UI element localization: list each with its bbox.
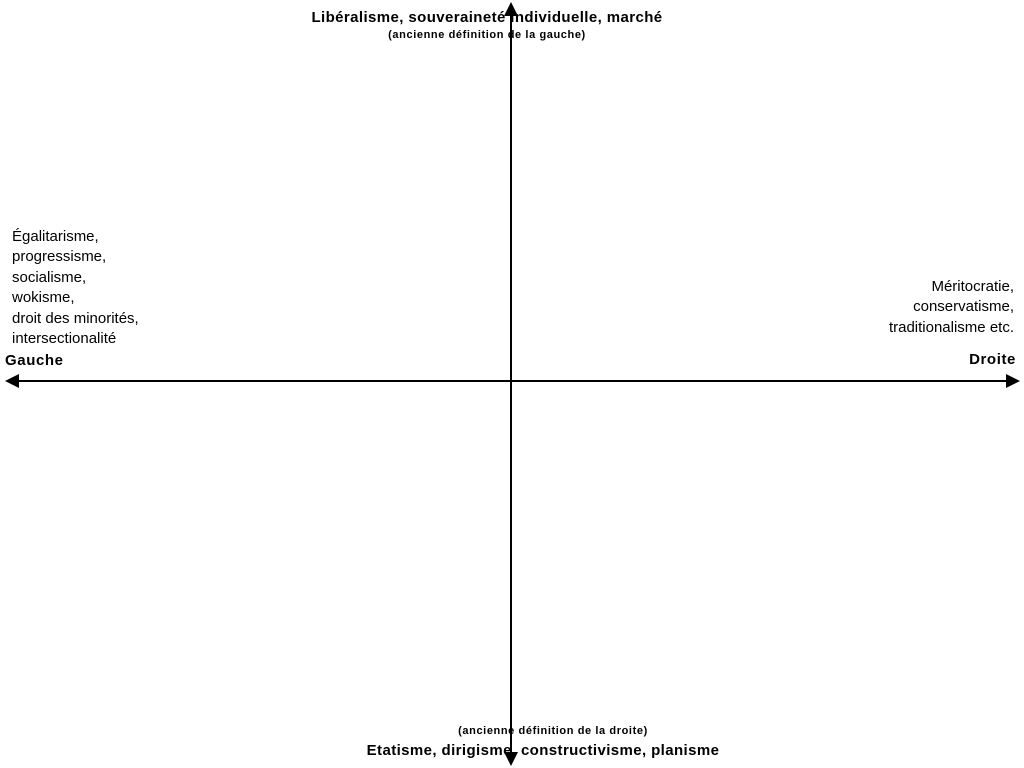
top-axis-title: Libéralisme, souveraineté individuelle, marché <box>311 9 663 26</box>
left-concept-item: wokisme, <box>12 289 75 307</box>
left-concept-item: intersectionalité <box>12 330 117 348</box>
left-concept-item: socialisme, <box>12 268 87 286</box>
left-arrowhead <box>5 374 19 388</box>
right-concept-item: Méritocratie, <box>931 278 1014 295</box>
left-axis-label: Gauche <box>5 352 64 369</box>
right-axis-label: Droite <box>969 351 1016 368</box>
bottom-axis-subtitle: (ancienne définition de la droite) <box>458 725 648 737</box>
left-concept-item: Égalitarisme, <box>12 228 99 245</box>
top-axis-subtitle: (ancienne définition de la gauche) <box>388 29 586 41</box>
right-concept-item: traditionalisme etc. <box>888 318 1014 336</box>
left-concept-item: progressisme, <box>12 248 107 266</box>
right-concept-item: conservatisme, <box>913 298 1014 316</box>
left-concept-item: droit des minorités, <box>12 309 139 327</box>
right-arrowhead <box>1006 374 1020 388</box>
left-concepts-list <box>12 227 139 349</box>
right-concepts-list <box>889 277 1014 338</box>
bottom-axis-title: Etatisme, dirigisme, constructivisme, planisme <box>366 742 720 759</box>
